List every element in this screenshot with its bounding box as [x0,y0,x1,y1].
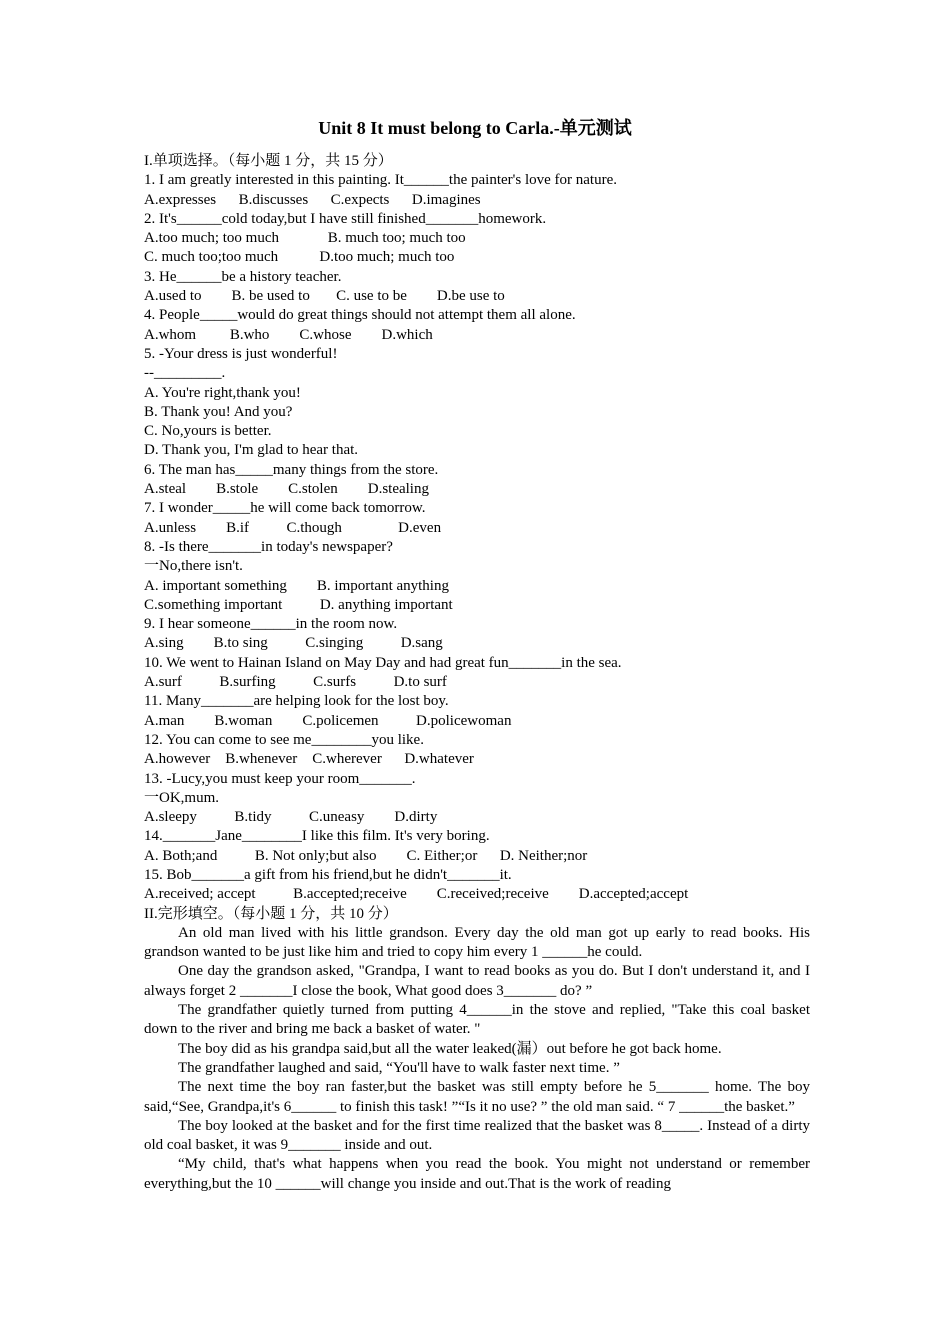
cloze-paragraph: The boy looked at the basket and for the first time realized that the basket was 8_____. Instead of a dirty old coal basket, it was 9_______ inside and out. [144,1117,810,1154]
question-line: 4. People_____would do great things should not attempt them all alone. [144,307,576,324]
question-line: 10. We went to Hainan Island on May Day and had great fun_______in the sea. [144,654,622,671]
question-line: 8. -Is there_______in today's newspaper? [144,538,393,555]
question-line: 2. It's______cold today,but I have still finished_______homework. [144,210,547,227]
question-line: C.something important D. anything important [144,596,453,613]
question-line: 12. You can come to see me________you like. [144,731,424,748]
document-title: Unit 8 It must belong to Carla.-单元测试 [318,118,632,138]
cloze-paragraph: The next time the boy ran faster,but the basket was still empty before he 5_______ home. The boy said,“See, Grandpa,it's 6______ to finish this task! ”“Is it no use? ” the old man said. “ 7 ______the basket.” [144,1079,810,1115]
question-line: 一OK,mum. [144,789,220,806]
question-line: 7. I wonder_____he will come back tomorrow. [144,500,426,517]
question-line: A.whom B.who C.whose D.which [144,326,433,343]
question-line: 13. -Lucy,you must keep your room_______. [144,770,416,787]
question-line: A.steal B.stole C.stolen D.stealing [144,481,429,498]
cloze-paragraph: An old man lived with his little grandson. Every day the old man got up early to read books. His grandson wanted to be just like him and tried to copy him every 1 ______he could. [144,924,810,961]
cloze-paragraph: The grandfather laughed and said, “You'll have to walk faster next time. ” [178,1059,620,1076]
question-line: 5. -Your dress is just wonderful! [144,345,338,362]
question-line: A.however B.whenever C.wherever D.whatever [144,751,474,768]
question-line: A. You're right,thank you! [144,384,301,401]
cloze-paragraph: The boy did as his grandpa said,but all the water leaked(漏）out before he got back home. [178,1040,722,1057]
question-line: A.sleepy B.tidy C.uneasy D.dirty [144,809,438,826]
question-line: A. Both;and B. Not only;but also C. Either;or D. Neither;nor [144,847,588,864]
question-line: D. Thank you, I'm glad to hear that. [144,442,359,459]
cloze-paragraph: One day the grandson asked, "Grandpa, I want to read books as you do. But I don't understand it, and I always forget 2 _______I close the book, What good does 3_______ do? ” [144,963,810,999]
question-line: A. important something B. important anything [144,577,449,594]
question-line: 14._______Jane________I like this film. It's very boring. [144,828,490,845]
question-line: A.sing B.to sing C.singing D.sang [144,635,443,652]
question-line: 9. I hear someone______in the room now. [144,616,398,633]
question-line: A.received; accept B.accepted;receive C.received;receive D.accepted;accept [144,886,689,903]
question-line: 11. Many_______are helping look for the lost boy. [144,693,449,710]
question-line: A.unless B.if C.though D.even [144,519,442,536]
cloze-section [144,924,810,1194]
question-line: C. No,yours is better. [144,423,272,440]
question-line: 15. Bob_______a gift from his friend,but he didn't_______it. [144,866,512,883]
question-line: --_________. [144,365,226,382]
section-heading-cloze: II.完形填空。（每小题 1 分，共 10 分） [144,905,398,922]
question-line: C. much too;too much D.too much; much too [144,249,455,266]
question-line: A.too much; too much B. much too; much too [144,230,466,247]
question-line: 3. He______be a history teacher. [144,268,342,285]
section-heading-multiple-choice: I.单项选择。（每小题 1 分，共 15 分） [144,153,393,169]
question-line: 6. The man has_____many things from the store. [144,461,439,478]
cloze-paragraph: “My child, that's what happens when you read the book. You might not understand or remember everything,but the 10 ______will change you inside and out.That is the work of reading [144,1156,810,1192]
cloze-paragraph: The grandfather quietly turned from putting 4______in the stove and replied, "Take this coal basket down to the river and bring me back a basket of water. " [144,1002,810,1038]
question-line: 1. I am greatly interested in this painting. It______the painter's love for nature. [144,172,617,189]
question-line: A.expresses B.discusses C.expects D.imagines [144,191,481,208]
question-line: B. Thank you! And you? [144,403,293,420]
document-body [144,152,810,1194]
question-line: A.surf B.surfing C.surfs D.to surf [144,674,447,691]
multiple-choice-section [144,171,810,904]
question-line: A.used to B. be used to C. use to be D.be use to [144,288,505,305]
question-line: 一No,there isn't. [144,558,243,575]
question-line: A.man B.woman C.policemen D.policewoman [144,712,512,729]
